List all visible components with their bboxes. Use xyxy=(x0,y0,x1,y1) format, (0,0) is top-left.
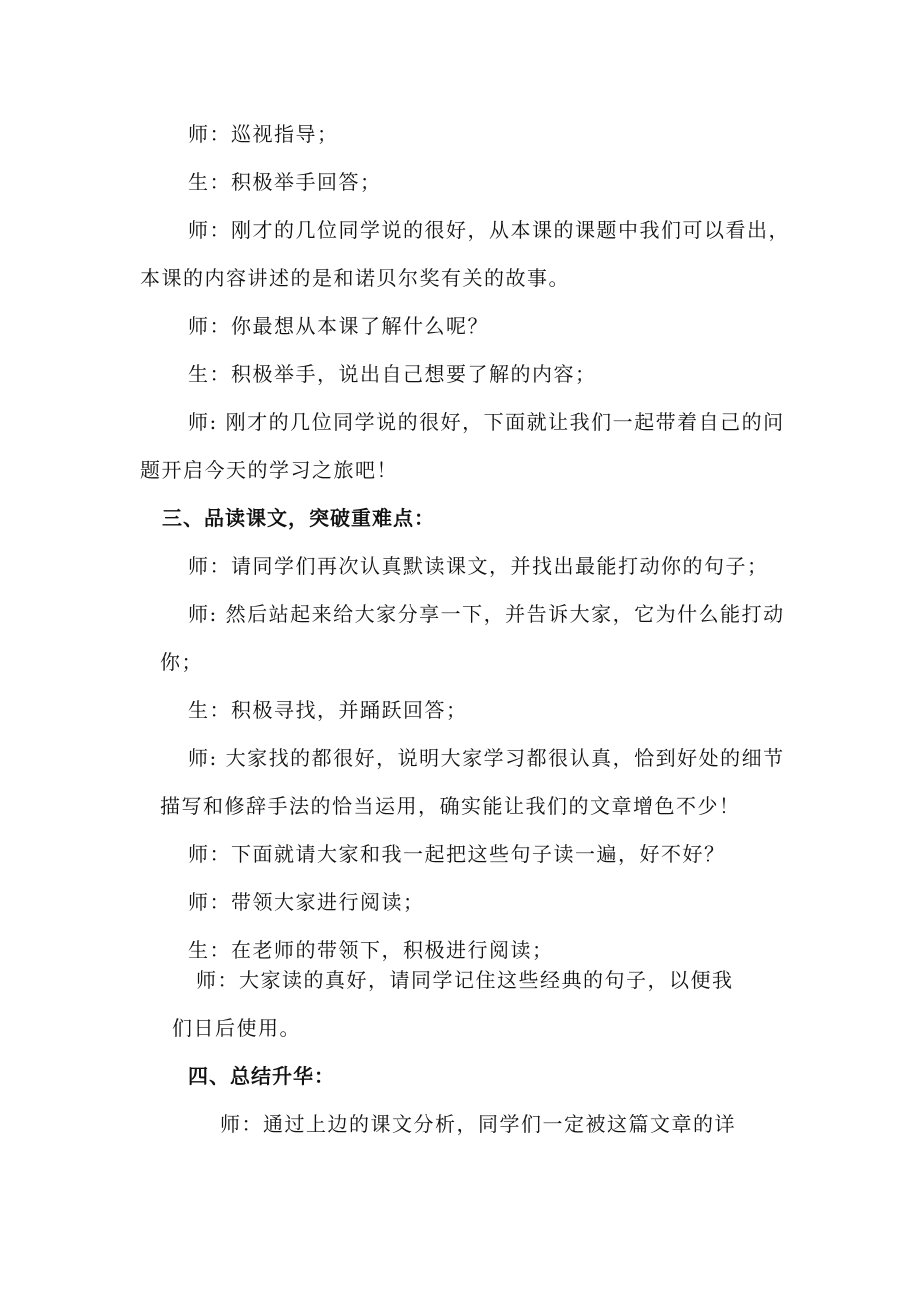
paragraph-line: 们日后使用。 xyxy=(172,1016,301,1040)
paragraph-line: 师：你最想从本课了解什么呢？ xyxy=(188,314,489,338)
paragraph-line: 师：大家读的真好，请同学记住这些经典的句子，以便我 xyxy=(196,968,734,992)
paragraph-line: 师：下面就请大家和我一起把这些句子读一遍，好不好？ xyxy=(188,842,726,866)
paragraph-line: 题开启今天的学习之旅吧！ xyxy=(140,458,398,482)
paragraph-line: 师：刚才的几位同学说的很好，从本课的课题中我们可以看出， xyxy=(188,218,790,242)
paragraph-line: 生：在老师的带领下，积极进行阅读； xyxy=(188,938,554,962)
paragraph-line: 生：积极举手回答； xyxy=(188,170,382,194)
paragraph-line: 师：巡视指导； xyxy=(188,122,339,146)
paragraph-line: 你； xyxy=(160,650,203,674)
paragraph-line: 本课的内容讲述的是和诺贝尔奖有关的故事。 xyxy=(140,266,570,290)
section-heading: 四、总结升华： xyxy=(188,1064,335,1088)
paragraph-line: 师：带领大家进行阅读； xyxy=(188,890,425,914)
paragraph-line: 师：通过上边的课文分析，同学们一定被这篇文章的详 xyxy=(220,1112,736,1136)
paragraph-line: 描写和修辞手法的恰当运用，确实能让我们的文章增色不少！ xyxy=(160,794,741,818)
section-heading: 三、品读课文，突破重难点： xyxy=(162,506,435,530)
paragraph-line: 师: 然后站起来给大家分享一下，并告诉大家，它为什么能打动 xyxy=(188,602,785,626)
paragraph-line: 生：积极举手，说出自己想要了解的内容； xyxy=(188,362,597,386)
paragraph-line: 师: 刚才的几位同学说的很好，下面就让我们一起带着自己的问 xyxy=(188,410,785,434)
paragraph-line: 师: 大家找的都很好，说明大家学习都很认真，恰到好处的细节 xyxy=(188,746,785,770)
paragraph-line: 师：请同学们再次认真默读课文，并找出最能打动你的句子； xyxy=(188,554,769,578)
paragraph-line: 生：积极寻找，并踊跃回答； xyxy=(188,698,468,722)
